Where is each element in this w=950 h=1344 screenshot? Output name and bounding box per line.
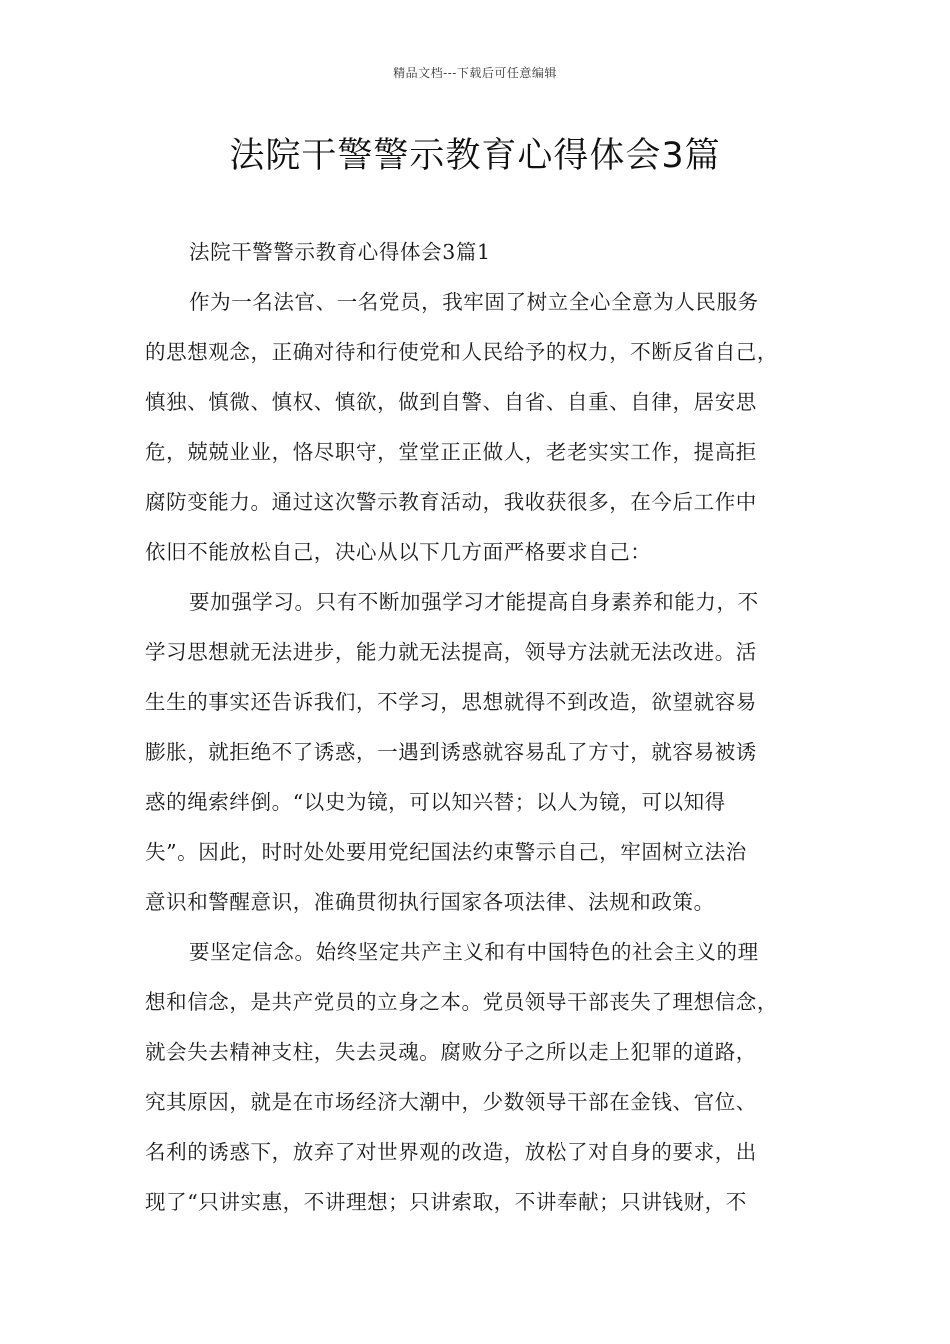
text-line: 名利的诱惑下，放弃了对世界观的改造，放松了对自身的要求，出 <box>145 1140 757 1164</box>
text-line: 学习思想就无法进步，能力就无法提高，领导方法就无法改进。活 <box>145 640 757 664</box>
text-line: 法院干警警示教育心得体会3篇1 <box>189 240 491 264</box>
text-line: 失”。因此，时时处处要用党纪国法约束警示自己，牢固树立法治 <box>145 840 747 864</box>
text-line: 惑的绳索绊倒。“以史为镜，可以知兴替；以人为镜，可以知得 <box>145 790 726 814</box>
text-line: 现了“只讲实惠，不讲理想；只讲索取，不讲奉献；只讲钱财，不 <box>145 1190 747 1214</box>
text-line: 慎独、慎微、慎权、慎欲，做到自警、自省、自重、自律，居安思 <box>145 390 757 414</box>
text-line: 要加强学习。只有不断加强学习才能提高自身素养和能力，不 <box>189 590 759 614</box>
text-line: 究其原因，就是在市场经济大潮中，少数领导干部在金钱、官位、 <box>145 1090 757 1114</box>
text-line: 就会失去精神支柱，失去灵魂。腐败分子之所以走上犯罪的道路， <box>145 1040 757 1064</box>
document-title: 法院干警警示教育心得体会3篇 <box>229 136 721 176</box>
text-line: 意识和警醒意识，准确贯彻执行国家各项法律、法规和政策。 <box>145 890 715 914</box>
header-note: 精品文档---下载后可任意编辑 <box>393 66 557 80</box>
text-line: 生生的事实还告诉我们，不学习，思想就得不到改造，欲望就容易 <box>145 690 757 714</box>
text-line: 要坚定信念。始终坚定共产主义和有中国特色的社会主义的理 <box>189 940 759 964</box>
text-line: 腐防变能力。通过这次警示教育活动，我收获很多，在今后工作中 <box>145 490 757 514</box>
text-line: 想和信念，是共产党员的立身之本。党员领导干部丧失了理想信念， <box>145 990 778 1014</box>
text-line: 作为一名法官、一名党员，我牢固了树立全心全意为人民服务 <box>189 290 759 314</box>
text-line: 膨胀，就拒绝不了诱惑，一遇到诱惑就容易乱了方寸，就容易被诱 <box>145 740 757 764</box>
text-line: 依旧不能放松自己，决心从以下几方面严格要求自己： <box>145 540 652 564</box>
text-line: 危，兢兢业业，恪尽职守，堂堂正正做人，老老实实工作，提高拒 <box>145 440 757 464</box>
text-line: 的思想观念，正确对待和行使党和人民给予的权力，不断反省自己， <box>145 340 778 364</box>
document-body <box>145 233 821 1233</box>
